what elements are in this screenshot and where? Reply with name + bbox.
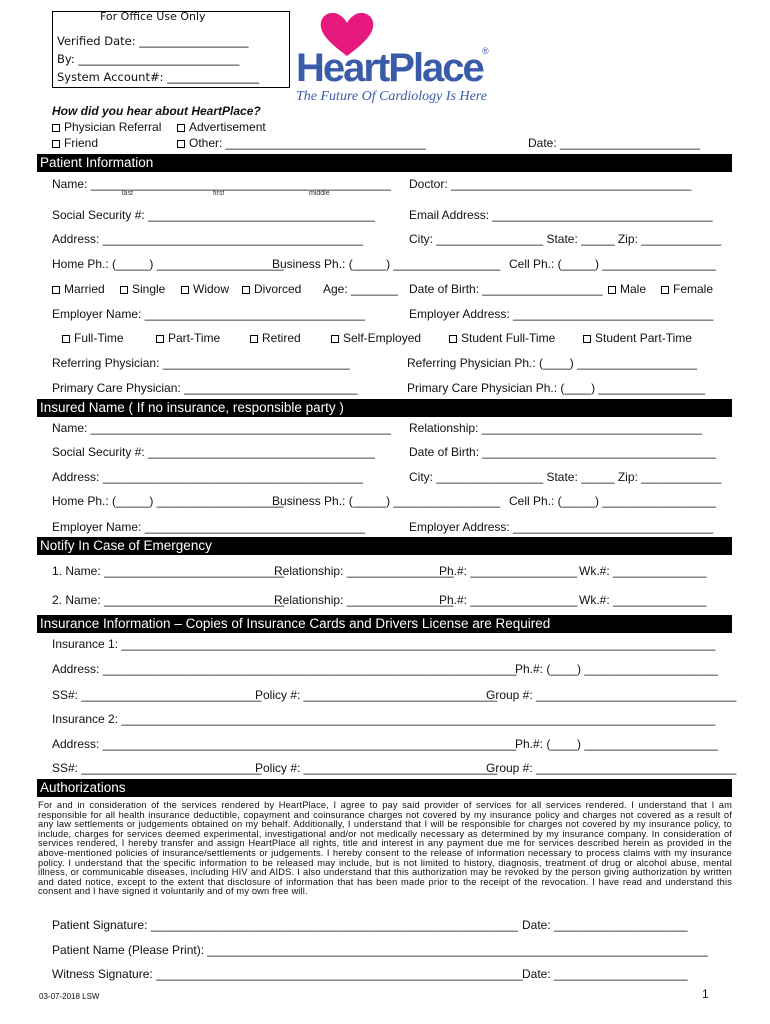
patient-signature-field[interactable]: Patient Signature: _______________________________________________________: [52, 918, 518, 932]
name-last-caption: last: [122, 190, 133, 197]
option-label: Female: [673, 282, 714, 296]
emergency-work-1-field[interactable]: Wk.#: ______________: [579, 564, 707, 578]
emergency-relationship-1-field[interactable]: Relationship: ________________: [274, 564, 454, 578]
patient-email-field[interactable]: Email Address: _________________________________: [409, 208, 713, 222]
option-label: Divorced: [254, 282, 302, 296]
patient-cell-phone-field[interactable]: Cell Ph.: (_____) _________________: [509, 257, 716, 271]
insurance-2-group-field[interactable]: Group #: ______________________________: [486, 761, 737, 775]
doctor-field[interactable]: Doctor: ____________________________________: [409, 177, 692, 191]
option-label: Male: [620, 282, 647, 296]
employment-self-employed[interactable]: [331, 331, 421, 345]
insurance-2-policy-field[interactable]: Policy #: _____________________________: [255, 761, 498, 775]
patient-dob-field[interactable]: Date of Birth: __________________: [409, 282, 603, 296]
insured-dob-field[interactable]: Date of Birth: ___________________________________: [409, 445, 716, 459]
office-use-title: For Office Use Only: [100, 10, 206, 23]
checkbox-icon[interactable]: [331, 335, 339, 343]
insured-relationship-field[interactable]: Relationship: _________________________________: [409, 421, 702, 435]
checkbox-icon[interactable]: [52, 286, 60, 294]
checkbox-icon[interactable]: [250, 335, 258, 343]
checkbox-icon[interactable]: [52, 140, 60, 148]
insurance-header: Insurance Information – Copies of Insurance Cards and Drivers License are Required: [37, 615, 732, 633]
patient-address-field[interactable]: Address: _______________________________________: [52, 232, 363, 246]
witness-signature-field[interactable]: Witness Signature: _______________________________________________________: [52, 967, 524, 981]
name-middle-caption: middle: [309, 190, 330, 197]
emergency-phone-1-field[interactable]: Ph.#: ________________: [439, 564, 578, 578]
insurance-2-address-field[interactable]: Address: ______________________________________________________________: [52, 737, 517, 751]
employment-part-time[interactable]: [156, 331, 220, 345]
referral-question: How did you hear about HeartPlace?: [52, 104, 261, 118]
insurance-1-policy-field[interactable]: Policy #: _____________________________: [255, 688, 498, 702]
patient-info-header: Patient Information: [37, 154, 732, 172]
referral-date-field[interactable]: Date: _____________________: [528, 136, 701, 150]
checkbox-icon[interactable]: [181, 286, 189, 294]
employment-retired[interactable]: [250, 331, 301, 345]
checkbox-icon[interactable]: [177, 124, 185, 132]
by-field[interactable]: By: ____________________________: [57, 52, 240, 66]
registered-mark: ®: [482, 46, 489, 56]
checkbox-icon[interactable]: [661, 286, 669, 294]
option-label: Student Full-Time: [461, 331, 556, 345]
emergency-name-1-field[interactable]: 1. Name: ___________________________: [52, 564, 285, 578]
referral-option-label: Advertisement: [189, 120, 266, 134]
emergency-name-2-field[interactable]: 2. Name: ___________________________: [52, 593, 285, 607]
primary-care-phone-field[interactable]: Primary Care Physician Ph.: (____) ________________: [407, 381, 706, 395]
patient-print-name-field[interactable]: Patient Name (Please Print): ___________________________________________________________________________: [52, 943, 708, 957]
insured-city-state-zip-field[interactable]: City: ________________ State: _____ Zip: ____________: [409, 470, 722, 484]
checkbox-icon[interactable]: [120, 286, 128, 294]
emergency-header: Notify In Case of Emergency: [37, 537, 732, 555]
referral-option-physician[interactable]: [52, 120, 161, 134]
witness-date-field[interactable]: Date: ____________________: [522, 967, 688, 981]
patient-employer-address-field[interactable]: Employer Address: ______________________________: [409, 307, 714, 321]
authorization-text: For and in consideration of the services rendered by HeartPlace, I agree to pay said provider of services for all services rendered. I understand that I am responsible for all health insurance deductible, copayment and coinsurance charges not covered by my insurance policy and charges not covered as a result of any law settlements or judgements obtained on my behalf. Additionally, I understand that I will be responsible for charges not covered by my insurance policy, to include, charges for services deemed experimental, investigational and/or not medically necessary as determined by my insurance company. In consideration of services rendered, I hereby transfer and assign HeartPlace all rights, title and interest in any payment due me for services described herein as provided in the above-mentioned policies of insurance/settlements or judgements. I hereby consent to the release of information necessary to process claims with my insurance policy. I understand that the specific information to be released may include, but is not limited to history, diagnosis, treatment of drug or alcohol abuse, mental illness, or communicable diseases, including HIV and AIDS. I also understand that this authorization may be revoked by the person giving authorization by written and dated notice, except to the extent that disclosure of information that has been made prior to the receipt of the revocation. I have read and understand this consent and I have signed it voluntarily and of my own free will.: [38, 800, 732, 897]
marital-divorced[interactable]: [242, 282, 301, 296]
insurance-1-address-field[interactable]: Address: ______________________________________________________________: [52, 662, 517, 676]
option-label: Part-Time: [168, 331, 221, 345]
insured-ssn-field[interactable]: Social Security #: __________________________________: [52, 445, 375, 459]
checkbox-icon[interactable]: [62, 335, 70, 343]
employment-full-time[interactable]: [62, 331, 124, 345]
option-label: Full-Time: [74, 331, 124, 345]
patient-name-field[interactable]: Name: _____________________________________________: [52, 177, 391, 191]
insured-name-field[interactable]: Name: _____________________________________________: [52, 421, 391, 435]
logo-name: HeartPlace: [296, 46, 483, 90]
referring-physician-field[interactable]: Referring Physician: ____________________________: [52, 356, 350, 370]
option-label: Married: [64, 282, 105, 296]
checkbox-icon[interactable]: [449, 335, 457, 343]
insured-address-field[interactable]: Address: _______________________________________: [52, 470, 363, 484]
authorizations-header: Authorizations: [37, 779, 732, 797]
insurance-2-phone-field[interactable]: Ph.#: (____) ____________________: [515, 737, 718, 751]
marital-married[interactable]: [52, 282, 105, 296]
insured-cell-phone-field[interactable]: Cell Ph.: (_____) _________________: [509, 494, 716, 508]
option-label: Student Part-Time: [595, 331, 692, 345]
sex-female[interactable]: [661, 282, 713, 296]
logo-tagline: The Future Of Cardiology Is Here: [296, 89, 487, 104]
signature-date-field[interactable]: Date: ____________________: [522, 918, 688, 932]
logo-wordmark: [296, 46, 483, 91]
insured-employer-address-field[interactable]: Employer Address: ______________________________: [409, 520, 714, 534]
employment-student-part-time[interactable]: [583, 331, 692, 345]
insurance-1-group-field[interactable]: Group #: ______________________________: [486, 688, 737, 702]
sex-male[interactable]: [608, 282, 646, 296]
option-label: Self-Employed: [343, 331, 422, 345]
emergency-work-2-field[interactable]: Wk.#: ______________: [579, 593, 707, 607]
checkbox-icon[interactable]: [583, 335, 591, 343]
option-label: Single: [132, 282, 166, 296]
referral-option-label: Other: ______________________________: [189, 136, 426, 150]
marital-widow[interactable]: [181, 282, 229, 296]
patient-ssn-field[interactable]: Social Security #: __________________________________: [52, 208, 375, 222]
checkbox-icon[interactable]: [242, 286, 250, 294]
insured-employer-name-field[interactable]: Employer Name: _________________________________: [52, 520, 365, 534]
referral-option-friend[interactable]: [52, 136, 98, 150]
patient-home-phone-field[interactable]: Home Ph.: (_____) ___________________: [52, 257, 284, 271]
patient-age-field[interactable]: Age: _______: [323, 282, 398, 296]
emergency-phone-2-field[interactable]: Ph.#: ________________: [439, 593, 578, 607]
referral-option-advertisement[interactable]: [177, 120, 266, 134]
patient-employer-name-field[interactable]: Employer Name: _________________________________: [52, 307, 365, 321]
employment-student-full-time[interactable]: [449, 331, 555, 345]
emergency-relationship-2-field[interactable]: Relationship: ________________: [274, 593, 454, 607]
insured-header: Insured Name ( If no insurance, responsible party ): [37, 399, 732, 417]
referral-option-label: Friend: [64, 136, 99, 150]
primary-care-physician-field[interactable]: Primary Care Physician: __________________________: [52, 381, 358, 395]
checkbox-icon[interactable]: [156, 335, 164, 343]
system-account-field[interactable]: System Account#: ________________: [57, 70, 260, 84]
insured-home-phone-field[interactable]: Home Ph.: (_____) ___________________: [52, 494, 284, 508]
patient-city-state-zip-field[interactable]: City: ________________ State: _____ Zip: ____________: [409, 232, 722, 246]
option-label: Widow: [193, 282, 230, 296]
option-label: Retired: [262, 331, 301, 345]
form-revision-code: 03-07-2018 LSW: [39, 992, 100, 1001]
verified-date-field[interactable]: Verified Date: ___________________: [57, 34, 249, 48]
insurance-2-field[interactable]: Insurance 2: _________________________________________________________________________________________: [52, 712, 716, 726]
checkbox-icon[interactable]: [177, 140, 185, 148]
checkbox-icon[interactable]: [52, 124, 60, 132]
referral-option-other[interactable]: [177, 136, 426, 150]
insurance-1-ssn-field[interactable]: SS#: ___________________________: [52, 688, 262, 702]
insurance-1-field[interactable]: Insurance 1: _________________________________________________________________________________________: [52, 637, 716, 651]
referring-physician-phone-field[interactable]: Referring Physician Ph.: (____) __________________: [407, 356, 698, 370]
marital-single[interactable]: [120, 282, 165, 296]
insurance-2-ssn-field[interactable]: SS#: ___________________________: [52, 761, 262, 775]
checkbox-icon[interactable]: [608, 286, 616, 294]
office-use-box: [52, 11, 290, 88]
insured-business-phone-field[interactable]: Business Ph.: (_____) ________________: [272, 494, 501, 508]
patient-business-phone-field[interactable]: Business Ph.: (_____) ________________: [272, 257, 501, 271]
page-number: 1: [702, 987, 709, 1001]
insurance-1-phone-field[interactable]: Ph.#: (____) ____________________: [515, 662, 718, 676]
name-first-caption: first: [213, 190, 225, 197]
referral-option-label: Physician Referral: [64, 120, 162, 134]
